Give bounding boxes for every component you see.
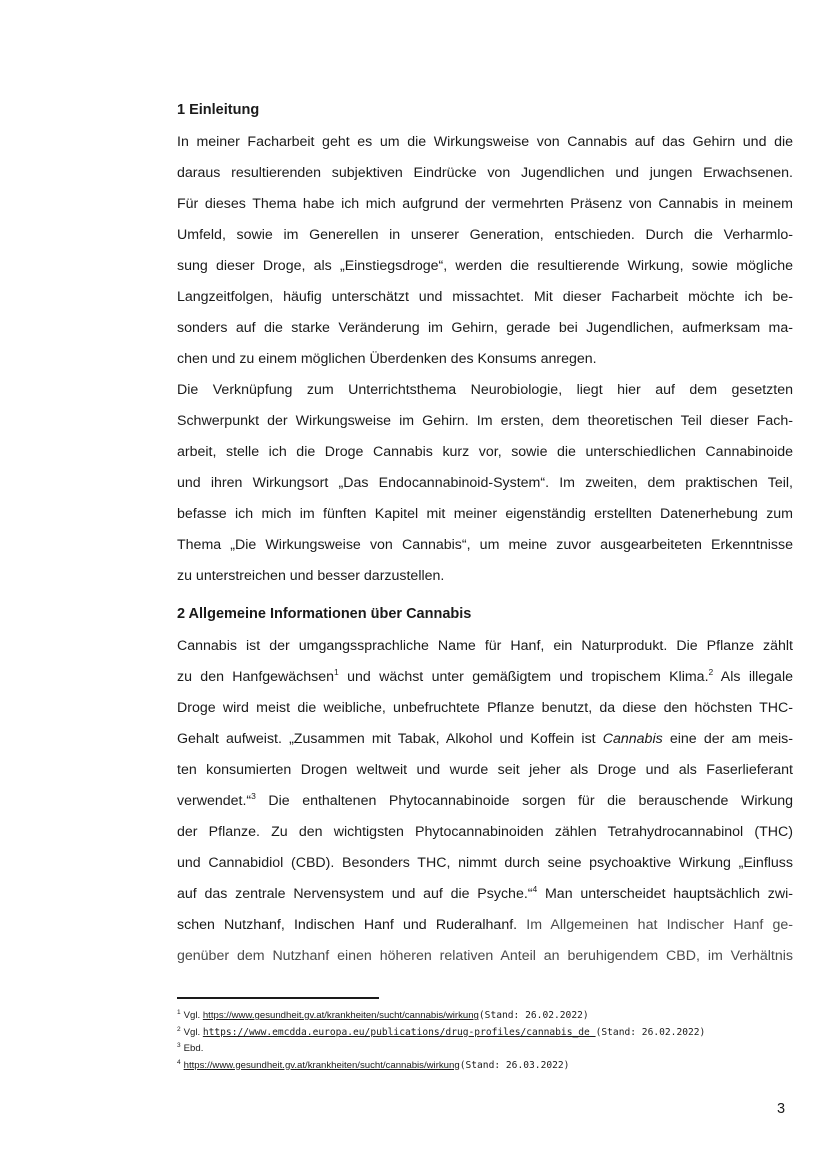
- text-line: der Pflanze. Zu den wichtigsten Phytocannabinoiden zählen Tetrahydrocannabinol (THC): [177, 824, 793, 840]
- text-span: Gehalt aufweist. „Zusammen mit Tabak, Alkohol und Koffein ist: [177, 731, 603, 747]
- text-line: chen und zu einem möglichen Überdenken des Konsums anregen.: [177, 351, 597, 367]
- text-line: [177, 786, 793, 817]
- text-line: Droge wird meist die weibliche, unbefruchtete Pflanze benutzt, da diese den höchsten THC-: [177, 700, 793, 716]
- footnote-ref[interactable]: 1: [334, 667, 339, 677]
- text-line: und Cannabidiol (CBD). Besonders THC, nimmt durch seine psychoaktive Wirkung „Einfluss: [177, 855, 793, 871]
- text-line: Cannabis ist der umgangssprachliche Name für Hanf, ein Naturprodukt. Die Pflanze zählt: [177, 638, 793, 654]
- text-line: [177, 910, 793, 941]
- footnote-number: 1: [177, 1009, 181, 1016]
- text-span-muted: Im Allgemeinen hat Indischer Hanf ge-: [517, 917, 793, 933]
- text-line: Die Verknüpfung zum Unterrichtsthema Neurobiologie, liegt hier auf dem gesetzten: [177, 382, 793, 398]
- text-line: sonders auf die starke Veränderung im Gehirn, gerade bei Jugendlichen, aufmerksam ma-: [177, 320, 793, 336]
- footnote-4: [177, 1058, 797, 1075]
- text-span: zu den Hanfgewächsen: [177, 669, 335, 685]
- text-line: Langzeitfolgen, häufig unterschätzt und missachtet. Mit dieser Facharbeit möchte ich be-: [177, 289, 793, 305]
- footnote-date: (Stand: 26.02.2022): [595, 1026, 706, 1038]
- section-heading-einleitung: 1 Einleitung: [177, 102, 260, 118]
- text-line: befasse ich mich im fünften Kapitel mit meiner eigenständig erstellten Datenerhebung zum: [177, 506, 793, 522]
- text-span: Man unterscheidet hauptsächlich zwi-: [537, 886, 793, 902]
- text-span: auf das zentrale Nervensystem und auf die Psyche.“: [177, 886, 533, 902]
- paragraph-einleitung: [177, 127, 793, 592]
- text-line: [177, 662, 793, 693]
- text-span: Als illegale: [713, 669, 793, 685]
- text-line: genüber dem Nutzhanf einen höheren relativen Anteil an beruhigendem CBD, im Verhältnis: [177, 948, 793, 964]
- footnote-number: 2: [177, 1025, 181, 1033]
- text-line: sung dieser Droge, als „Einstiegsdroge“, werden die resultierende Wirkung, sowie mögliche: [177, 258, 793, 274]
- text-line: ten konsumierten Drogen weltweit und wurde seit jeher als Droge und als Faserlieferant: [177, 762, 793, 778]
- footnote-1: [177, 1008, 797, 1025]
- footnote-link[interactable]: https://www.gesundheit.gv.at/krankheiten/sucht/cannabis/wirkung: [183, 1059, 460, 1071]
- text-span: schen Nutzhanf, Indischen Hanf und Ruderalhanf.: [177, 917, 518, 933]
- footnote-ref[interactable]: 3: [251, 791, 256, 801]
- text-line: [177, 724, 793, 755]
- text-line: Schwerpunkt der Wirkungsweise im Gehirn. Im ersten, dem theoretischen Teil dieser Fach-: [177, 413, 793, 429]
- page-number: 3: [777, 1101, 786, 1117]
- footnote-date: (Stand: 26.02.2022): [478, 1010, 589, 1021]
- text-line: In meiner Facharbeit geht es um die Wirkungsweise von Cannabis auf das Gehirn und die: [177, 134, 793, 150]
- text-line: daraus resultierenden subjektiven Eindrücke von Jugendlichen und jungen Erwachsenen.: [177, 165, 793, 181]
- footnote-prefix: Vgl.: [183, 1010, 203, 1021]
- text-span: eine der am meis-: [662, 731, 793, 747]
- section-heading-cannabis: 2 Allgemeine Informationen über Cannabis: [177, 606, 472, 622]
- text-span: und wächst unter gemäßigtem und tropischem Klima.: [338, 669, 709, 685]
- footnote-number: 4: [177, 1058, 181, 1066]
- footnote-prefix: Vgl.: [183, 1026, 203, 1038]
- footnote-ref[interactable]: 2: [708, 667, 714, 677]
- text-line: Thema „Die Wirkungsweise von Cannabis“, um meine zuvor ausgearbeiteten Erkenntnisse: [177, 537, 793, 553]
- footnote-link[interactable]: https://www.emcdda.europa.eu/publications/drug-profiles/cannabis_de: [202, 1026, 596, 1038]
- text-line: zu unterstreichen und besser darzustellen.: [177, 568, 445, 584]
- text-line: Für dieses Thema habe ich mich aufgrund der vermehrten Präsenz von Cannabis in meinem: [177, 196, 793, 212]
- text-line: und ihren Wirkungsort „Das Endocannabinoid-System“. Im zweiten, dem praktischen Teil,: [177, 475, 793, 491]
- text-span: Die enthaltenen Phytocannabinoide sorgen für die berauschende Wirkung: [255, 793, 793, 809]
- paragraph-cannabis: [177, 631, 793, 972]
- footnote-number: 3: [177, 1042, 181, 1049]
- text-line: [177, 879, 793, 910]
- italic-term: Cannabis: [602, 731, 663, 747]
- footnote-2: [177, 1025, 797, 1042]
- footnote-text: Ebd.: [183, 1043, 204, 1054]
- footnote-date: (Stand: 26.03.2022): [459, 1059, 570, 1071]
- footnote-3: [177, 1041, 797, 1058]
- footnote-ref[interactable]: 4: [532, 884, 538, 894]
- text-line: arbeit, stelle ich die Droge Cannabis kurz vor, sowie die unterschiedlichen Cannabinoide: [177, 444, 793, 460]
- footnote-separator: [177, 997, 379, 999]
- text-span: verwendet.“: [177, 793, 252, 809]
- footnotes: [177, 1008, 797, 1074]
- footnote-link[interactable]: https://www.gesundheit.gv.at/krankheiten/sucht/cannabis/wirkung: [202, 1010, 479, 1021]
- text-line: Umfeld, sowie im Generellen in unserer Generation, entschieden. Durch die Verharmlo-: [177, 227, 793, 243]
